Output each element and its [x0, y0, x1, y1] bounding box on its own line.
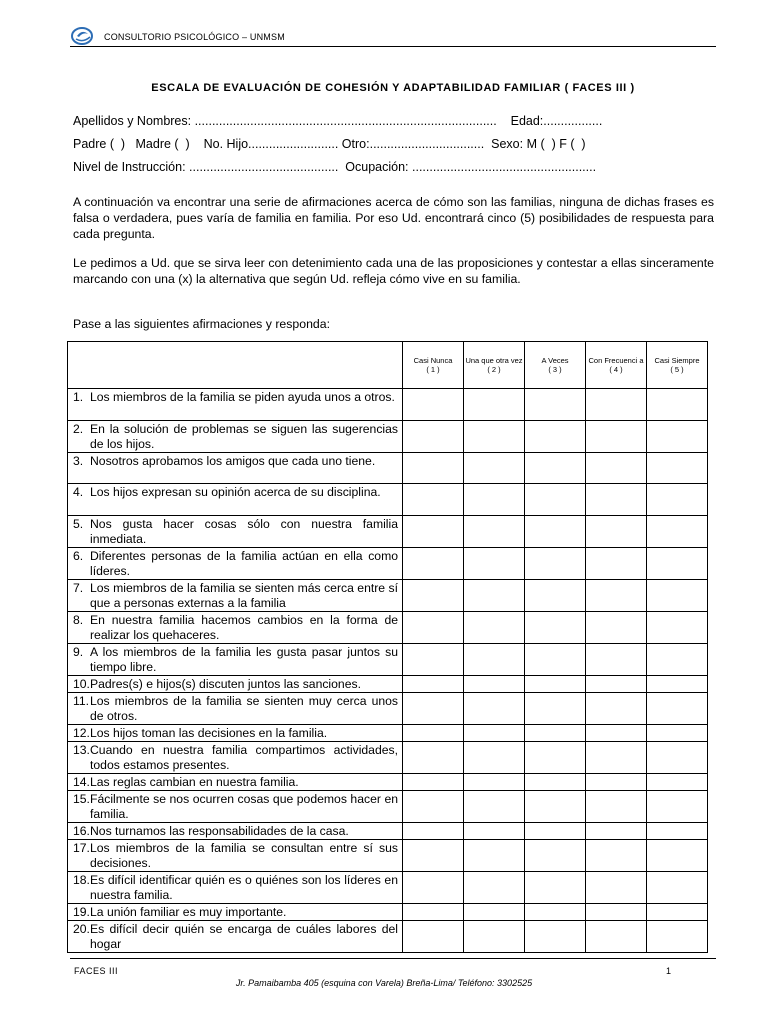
answer-cell[interactable]: [525, 822, 586, 839]
answer-cell[interactable]: [403, 692, 464, 724]
col-code: ( 4 ): [609, 365, 623, 374]
item-number: 16.: [73, 823, 90, 838]
answer-cell[interactable]: [647, 389, 708, 421]
answer-cell[interactable]: [647, 643, 708, 675]
answer-cell[interactable]: [403, 643, 464, 675]
table-row: [68, 643, 708, 675]
item-number: 17.: [73, 840, 90, 855]
item-text: Los miembros de la familia se piden ayuda unos a otros.: [90, 390, 395, 404]
table-row: [68, 420, 708, 452]
answer-cell[interactable]: [647, 773, 708, 790]
col-header-casi-nunca: [403, 342, 464, 389]
answer-cell[interactable]: [403, 675, 464, 692]
item-number: 9.: [73, 644, 84, 659]
answer-cell[interactable]: [464, 675, 525, 692]
answer-cell[interactable]: [464, 903, 525, 920]
table-row: [68, 515, 708, 547]
answer-cell[interactable]: [403, 839, 464, 871]
answer-cell[interactable]: [525, 389, 586, 421]
answer-cell[interactable]: [647, 839, 708, 871]
answer-cell[interactable]: [586, 692, 647, 724]
answer-cell[interactable]: [525, 920, 586, 952]
item-number: 8.: [73, 612, 84, 627]
item-text: A los miembros de la familia les gusta pasar juntos su tiempo libre.: [90, 644, 398, 674]
answer-cell[interactable]: [647, 790, 708, 822]
header-blank-cell: [68, 342, 403, 389]
item-text: Las reglas cambian en nuestra familia.: [90, 774, 299, 789]
item-statement: [68, 790, 403, 822]
table-row: [68, 611, 708, 643]
answer-cell[interactable]: [403, 724, 464, 741]
answer-cell[interactable]: [586, 675, 647, 692]
answer-cell[interactable]: [586, 871, 647, 903]
table-row: [68, 822, 708, 839]
col-header-a-veces: [525, 342, 586, 389]
answer-cell[interactable]: [647, 420, 708, 452]
item-text: Los hijos toman las decisiones en la familia.: [90, 725, 328, 740]
col-label: Casi Siempre: [654, 356, 700, 365]
answer-cell[interactable]: [525, 579, 586, 611]
answer-cell[interactable]: [586, 773, 647, 790]
answer-cell[interactable]: [403, 920, 464, 952]
item-number: 5.: [73, 516, 84, 531]
item-statement: [68, 579, 403, 611]
col-code: ( 1 ): [426, 365, 440, 374]
answer-cell[interactable]: [464, 420, 525, 452]
col-code: ( 2 ): [487, 365, 501, 374]
answer-cell[interactable]: [403, 579, 464, 611]
item-number: 18.: [73, 872, 90, 887]
item-statement: [68, 675, 403, 692]
answer-cell[interactable]: [647, 579, 708, 611]
item-number: 3.: [73, 453, 84, 468]
unmsm-logo-icon: [70, 26, 96, 46]
answer-cell[interactable]: [525, 420, 586, 452]
col-label: Una que otra vez: [465, 356, 523, 365]
item-number: 12.: [73, 725, 90, 740]
item-number: 4.: [73, 485, 84, 499]
item-statement: [68, 643, 403, 675]
answer-cell[interactable]: [647, 822, 708, 839]
intro-paragraph: A continuación va encontrar una serie de afirmaciones acerca de cómo son las familias, ninguna de dichas frases es falsa o verdadera, pues varía de familia en familia. Por eso Ud. encontrará cinco (5) posibilidades de respuesta para cada pregunta.: [73, 195, 714, 241]
item-number: 20.: [73, 921, 90, 936]
answer-cell[interactable]: [464, 389, 525, 421]
answer-cell[interactable]: [464, 773, 525, 790]
answer-cell[interactable]: [464, 790, 525, 822]
item-statement: [68, 839, 403, 871]
header-text: CONSULTORIO PSICOLÓGICO – UNMSM: [104, 32, 285, 42]
table-header-row: [68, 342, 708, 389]
item-statement: [68, 484, 403, 516]
item-number: 19.: [73, 904, 90, 919]
answer-cell[interactable]: [586, 547, 647, 579]
answer-cell[interactable]: [464, 692, 525, 724]
table-row: [68, 920, 708, 952]
item-statement: [68, 920, 403, 952]
education-occupation-field: Nivel de Instrucción: ........................................... Ocupación: .....................................................: [73, 160, 597, 174]
item-text: Es difícil identificar quién es o quiénes son los líderes en nuestra familia.: [90, 872, 398, 902]
table-row: [68, 724, 708, 741]
answer-cell[interactable]: [525, 611, 586, 643]
answer-cell[interactable]: [464, 643, 525, 675]
answer-cell[interactable]: [586, 420, 647, 452]
col-label: Con Frecuenci a: [588, 356, 644, 365]
item-statement: [68, 741, 403, 773]
answer-cell[interactable]: [586, 839, 647, 871]
page-number: 1: [666, 966, 672, 976]
answer-cell[interactable]: [586, 741, 647, 773]
item-number: 6.: [73, 548, 84, 563]
item-number: 13.: [73, 742, 90, 757]
answer-cell[interactable]: [525, 675, 586, 692]
table-row: [68, 675, 708, 692]
answer-cell[interactable]: [464, 484, 525, 516]
answer-cell[interactable]: [464, 579, 525, 611]
answer-cell[interactable]: [525, 452, 586, 484]
answer-cell[interactable]: [647, 484, 708, 516]
answer-cell[interactable]: [464, 724, 525, 741]
answer-cell[interactable]: [647, 692, 708, 724]
answer-cell[interactable]: [403, 822, 464, 839]
col-header-con-frecuencia: [586, 342, 647, 389]
table-row: [68, 389, 708, 421]
answer-cell[interactable]: [464, 515, 525, 547]
item-text: En nuestra familia hacemos cambios en la forma de realizar los quehaceres.: [90, 612, 398, 642]
table-row: [68, 741, 708, 773]
item-statement: [68, 547, 403, 579]
answer-cell[interactable]: [464, 839, 525, 871]
answer-cell[interactable]: [525, 839, 586, 871]
item-text: Diferentes personas de la familia actúan en ella como líderes.: [90, 548, 398, 578]
answer-cell[interactable]: [647, 903, 708, 920]
item-text: Fácilmente se nos ocurren cosas que podemos hacer en familia.: [90, 791, 398, 821]
item-statement: [68, 389, 403, 421]
item-text: Nosotros aprobamos los amigos que cada uno tiene.: [90, 453, 376, 468]
item-number: 15.: [73, 791, 90, 806]
footer-address: Jr. Pamaibamba 405 (esquina con Varela) Breña-Lima/ Teléfono: 3302525: [235, 978, 533, 988]
answer-cell[interactable]: [403, 903, 464, 920]
answer-cell[interactable]: [586, 903, 647, 920]
answer-cell[interactable]: [403, 389, 464, 421]
prompt-paragraph: Pase a las siguientes afirmaciones y responda:: [73, 317, 331, 331]
answer-cell[interactable]: [586, 790, 647, 822]
item-number: 2.: [73, 421, 84, 436]
answer-cell[interactable]: [403, 741, 464, 773]
answer-cell[interactable]: [647, 675, 708, 692]
table-row: [68, 871, 708, 903]
item-statement: [68, 452, 403, 484]
parent-sex-field: Padre ( ) Madre ( ) No. Hijo.......................... Otro:................................. Sexo: M ( ) F ( ): [73, 137, 586, 151]
table-row: [68, 692, 708, 724]
answer-cell[interactable]: [586, 611, 647, 643]
item-text: La unión familiar es muy importante.: [90, 904, 287, 919]
item-text: En la solución de problemas se siguen las sugerencias de los hijos.: [90, 421, 398, 451]
answer-cell[interactable]: [586, 579, 647, 611]
table-row: [68, 547, 708, 579]
item-statement: [68, 724, 403, 741]
answer-cell[interactable]: [647, 611, 708, 643]
item-text: Los miembros de la familia se sienten muy cerca unos de otros.: [90, 693, 398, 723]
item-text: Los hijos expresan su opinión acerca de su disciplina.: [90, 485, 381, 499]
answer-cell[interactable]: [525, 692, 586, 724]
answer-cell[interactable]: [647, 871, 708, 903]
item-text: Los miembros de la familia se consultan entre sí sus decisiones.: [90, 840, 398, 870]
answer-cell[interactable]: [525, 484, 586, 516]
footer-label: FACES III: [74, 966, 119, 976]
table-row: [68, 579, 708, 611]
answer-cell[interactable]: [403, 420, 464, 452]
item-number: 1.: [73, 390, 84, 404]
item-text: Padres(s) e hijos(s) discuten juntos las sanciones.: [90, 676, 361, 691]
answer-cell[interactable]: [586, 484, 647, 516]
answer-cell[interactable]: [525, 547, 586, 579]
item-number: 10.: [73, 676, 90, 691]
answer-cell[interactable]: [647, 452, 708, 484]
answer-cell[interactable]: [403, 452, 464, 484]
answer-cell[interactable]: [525, 790, 586, 822]
answer-cell[interactable]: [464, 822, 525, 839]
answer-cell[interactable]: [464, 871, 525, 903]
item-statement: [68, 773, 403, 790]
answer-cell[interactable]: [586, 389, 647, 421]
answer-cell[interactable]: [586, 920, 647, 952]
answer-cell[interactable]: [647, 724, 708, 741]
answer-cell[interactable]: [525, 643, 586, 675]
answer-cell[interactable]: [464, 920, 525, 952]
answer-cell[interactable]: [586, 452, 647, 484]
answer-cell[interactable]: [403, 773, 464, 790]
item-text: Nos gusta hacer cosas sólo con nuestra familia inmediata.: [90, 516, 398, 546]
item-text: Cuando en nuestra familia compartimos actividades, todos estamos presentes.: [90, 742, 398, 772]
answer-cell[interactable]: [586, 643, 647, 675]
answer-cell[interactable]: [464, 452, 525, 484]
answer-cell[interactable]: [403, 515, 464, 547]
answer-cell[interactable]: [525, 741, 586, 773]
answer-cell[interactable]: [586, 822, 647, 839]
answer-cell[interactable]: [647, 741, 708, 773]
answer-cell[interactable]: [647, 920, 708, 952]
answer-cell[interactable]: [647, 547, 708, 579]
answer-cell[interactable]: [647, 515, 708, 547]
table-row: [68, 484, 708, 516]
answer-cell[interactable]: [403, 484, 464, 516]
table-row: [68, 839, 708, 871]
answer-cell[interactable]: [403, 547, 464, 579]
item-text: Nos turnamos las responsabilidades de la casa.: [90, 823, 349, 838]
answer-cell[interactable]: [403, 871, 464, 903]
col-code: ( 3 ): [548, 365, 562, 374]
table-row: [68, 790, 708, 822]
answer-cell[interactable]: [464, 741, 525, 773]
answer-cell[interactable]: [586, 724, 647, 741]
faces-questionnaire-table: [67, 341, 708, 953]
item-statement: [68, 420, 403, 452]
col-label: Casi Nunca: [413, 356, 453, 365]
instructions-paragraph: Le pedimos a Ud. que se sirva leer con detenimiento cada una de las proposiciones y contestar a ellas sinceramente marcando con una (x) la alternativa que según Ud. refleja cómo vive en su familia.: [73, 256, 714, 286]
answer-cell[interactable]: [403, 611, 464, 643]
table-row: [68, 452, 708, 484]
answer-cell[interactable]: [464, 547, 525, 579]
table-row: [68, 773, 708, 790]
col-header-una-que-otra-vez: [464, 342, 525, 389]
item-statement: [68, 822, 403, 839]
answer-cell[interactable]: [403, 790, 464, 822]
document-title: ESCALA DE EVALUACIÓN DE COHESIÓN Y ADAPTABILIDAD FAMILIAR ( FACES III ): [151, 82, 635, 94]
item-statement: [68, 515, 403, 547]
col-code: ( 5 ): [670, 365, 684, 374]
item-statement: [68, 903, 403, 920]
item-number: 7.: [73, 580, 84, 595]
item-statement: [68, 692, 403, 724]
item-statement: [68, 871, 403, 903]
answer-cell[interactable]: [525, 515, 586, 547]
item-statement: [68, 611, 403, 643]
footer-divider: [70, 958, 716, 959]
answer-cell[interactable]: [586, 515, 647, 547]
table-row: [68, 903, 708, 920]
item-number: 11.: [73, 693, 90, 708]
item-text: Los miembros de la familia se sienten más cerca entre sí que a personas externas a la familia: [90, 580, 398, 610]
answer-cell[interactable]: [525, 903, 586, 920]
answer-cell[interactable]: [525, 773, 586, 790]
answer-cell[interactable]: [464, 611, 525, 643]
answer-cell[interactable]: [525, 871, 586, 903]
page-header: [70, 26, 716, 47]
item-number: 14.: [73, 774, 90, 789]
name-age-field: Apellidos y Nombres: ....................................................................................... Edad:.................: [73, 114, 603, 128]
item-text: Es difícil decir quién se encarga de cuáles labores del hogar: [90, 921, 398, 951]
col-header-casi-siempre: [647, 342, 708, 389]
col-label: A Veces: [541, 356, 569, 365]
answer-cell[interactable]: [525, 724, 586, 741]
